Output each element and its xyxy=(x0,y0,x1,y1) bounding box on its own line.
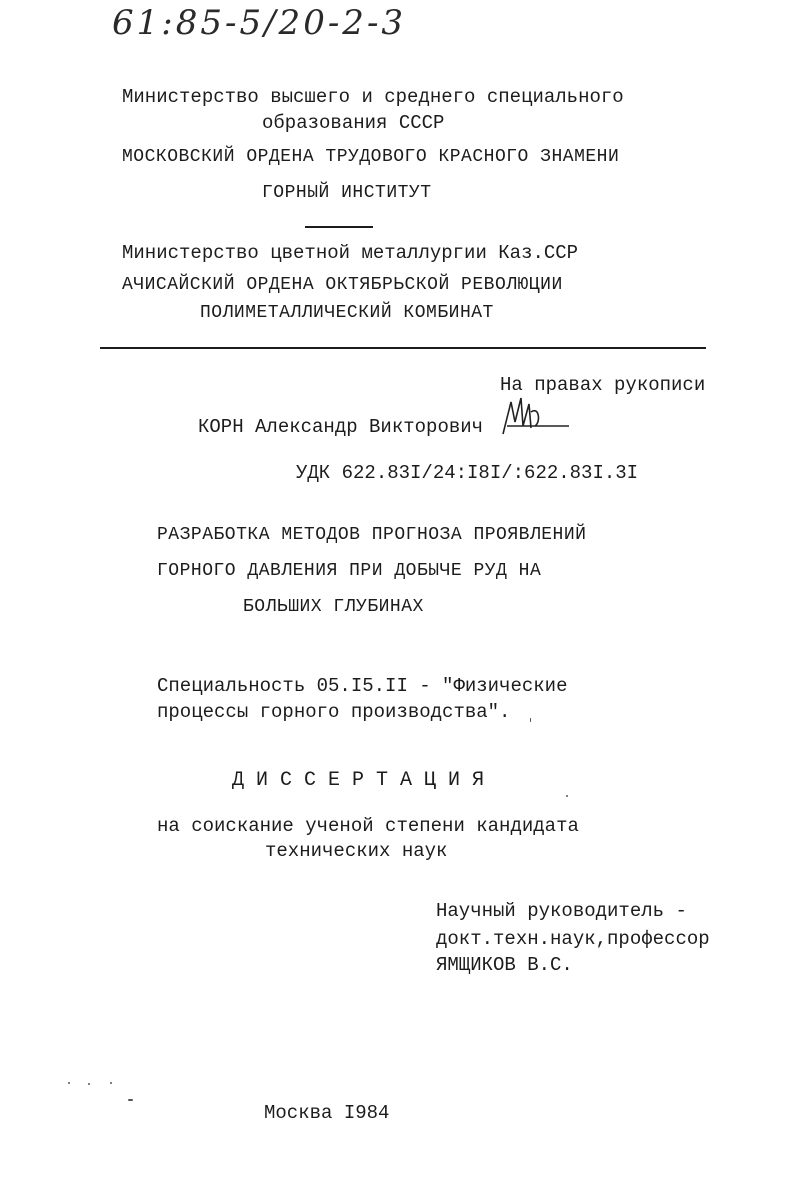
specialty-line-2: процессы горного производства". xyxy=(157,701,511,723)
supervisor-line-1: Научный руководитель - xyxy=(436,900,687,922)
ministry-line-1: Министерство высшего и среднего специального xyxy=(122,86,624,108)
scan-speck xyxy=(110,1082,112,1084)
scan-speck xyxy=(530,718,531,722)
header-divider-long xyxy=(100,347,706,349)
title-line-1: РАЗРАБОТКА МЕТОДОВ ПРОГНОЗА ПРОЯВЛЕНИЙ xyxy=(157,525,587,545)
title-line-2: ГОРНОГО ДАВЛЕНИЯ ПРИ ДОБЫЧЕ РУД НА xyxy=(157,561,542,581)
degree-line-2: технических наук xyxy=(265,840,448,862)
handwritten-archive-number: 61:85-5/20-2-3 xyxy=(112,3,407,43)
supervisor-line-3: ЯМЩИКОВ В.С. xyxy=(436,954,573,976)
institute-line-2: ГОРНЫЙ ИНСТИТУТ xyxy=(262,183,432,203)
institute-line-1: МОСКОВСКИЙ ОРДЕНА ТРУДОВОГО КРАСНОГО ЗНАМЕНИ xyxy=(122,147,620,167)
ministry-line-2: образования СССР xyxy=(262,112,445,134)
scan-speck xyxy=(68,1082,70,1084)
manuscript-note: На правах рукописи xyxy=(500,374,706,396)
title-line-3: БОЛЬШИХ ГЛУБИНАХ xyxy=(243,597,424,617)
author-signature-icon xyxy=(495,392,575,442)
combine-line-1: АЧИСАЙСКИЙ ОРДЕНА ОКТЯБРЬСКОЙ РЕВОЛЮЦИИ xyxy=(122,275,563,295)
city-year: Москва I984 xyxy=(264,1102,390,1124)
scan-speck xyxy=(128,1099,133,1101)
document-type: Д И С С Е Р Т А Ц И Я xyxy=(232,769,485,792)
supervisor-line-2: докт.техн.наук,профессор xyxy=(436,928,710,950)
section-divider-short xyxy=(305,226,373,228)
scan-speck xyxy=(566,795,568,797)
ministry-2-line: Министерство цветной металлургии Каз.ССР xyxy=(122,242,579,264)
udk-code: УДК 622.83I/24:I8I/:622.83I.3I xyxy=(296,462,639,484)
degree-line-1: на соискание ученой степени кандидата xyxy=(157,815,579,837)
author-name: КОРН Александр Викторович xyxy=(198,416,484,438)
specialty-line-1: Специальность 05.I5.II - "Физические xyxy=(157,675,568,697)
combine-line-2: ПОЛИМЕТАЛЛИЧЕСКИЙ КОМБИНАТ xyxy=(200,303,494,323)
scan-speck xyxy=(88,1083,90,1085)
